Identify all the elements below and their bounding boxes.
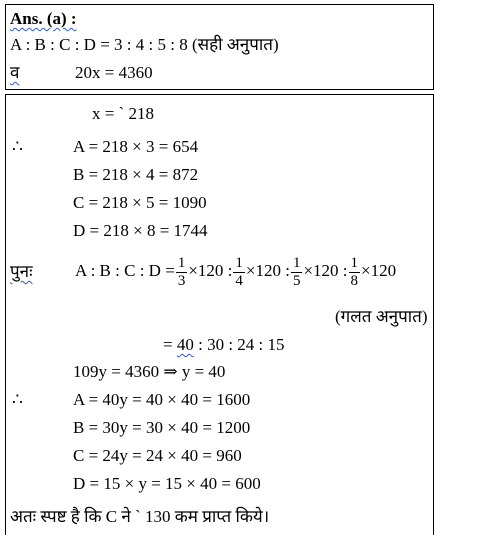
fraction-1-num: 1	[177, 254, 186, 271]
calc-d2: D = 15 × y = 15 × 40 = 600	[73, 474, 261, 493]
again-label-text: पुनः	[10, 262, 33, 281]
fraction-2-num: 1	[235, 254, 243, 271]
calc-c: C = 218 × 5 = 1090	[73, 193, 207, 212]
fraction-1-den: 3	[177, 272, 186, 289]
ratio-fractions-line	[75, 252, 396, 290]
ratio-prefix: A : B : C : D =	[75, 261, 175, 280]
eq-prefix-text: व	[10, 63, 20, 82]
calc-c2: C = 24y = 24 × 40 = 960	[73, 446, 242, 465]
y-equation: 109y = 4360 ⇒ y = 40	[73, 362, 226, 381]
ratio-result-eq: =	[163, 335, 177, 354]
calc-a2: A = 40y = 40 × 40 = 1600	[73, 390, 251, 409]
therefore-symbol-1: ∴	[12, 137, 23, 156]
fraction-2	[233, 255, 245, 290]
ratio-result-rest: : 30 : 24 : 15	[193, 335, 285, 354]
fraction-2-suffix: ×120 :	[245, 261, 290, 280]
wrong-ratio-note: (गलत अनुपात)	[335, 307, 428, 326]
calc-b: B = 218 × 4 = 872	[73, 165, 199, 184]
ratio-result-first: 40	[176, 335, 194, 354]
conclusion: अतः स्पष्ट है कि C ने ` 130 कम प्राप्त किये।	[10, 507, 270, 526]
equation-20x: 20x = 4360	[75, 63, 153, 82]
ratio-result	[163, 335, 285, 355]
again-label	[10, 262, 33, 282]
answer-heading-text: Ans. (a) :	[10, 9, 77, 28]
fraction-4-suffix: ×120	[361, 261, 397, 280]
answer-heading	[10, 9, 77, 29]
fraction-3-den: 5	[292, 272, 301, 289]
fraction-3-suffix: ×120 :	[303, 261, 348, 280]
fraction-4-den: 8	[350, 272, 358, 289]
eq-prefix	[10, 63, 19, 83]
ratio-line: A : B : C : D = 3 : 4 : 5 : 8 (सही अनुपात)	[10, 35, 279, 54]
calc-d: D = 218 × 8 = 1744	[73, 221, 208, 240]
fraction-3-num: 1	[292, 254, 301, 271]
calc-a: A = 218 × 3 = 654	[73, 137, 199, 156]
therefore-symbol-2: ∴	[12, 390, 23, 409]
x-value: x = ` 218	[92, 104, 154, 123]
fraction-3	[291, 255, 303, 290]
fraction-2-den: 4	[235, 272, 243, 289]
fraction-4	[349, 255, 361, 290]
fraction-4-num: 1	[350, 254, 358, 271]
calc-b2: B = 30y = 30 × 40 = 1200	[73, 418, 251, 437]
fraction-1	[176, 255, 188, 290]
fraction-1-suffix: ×120 :	[188, 261, 233, 280]
